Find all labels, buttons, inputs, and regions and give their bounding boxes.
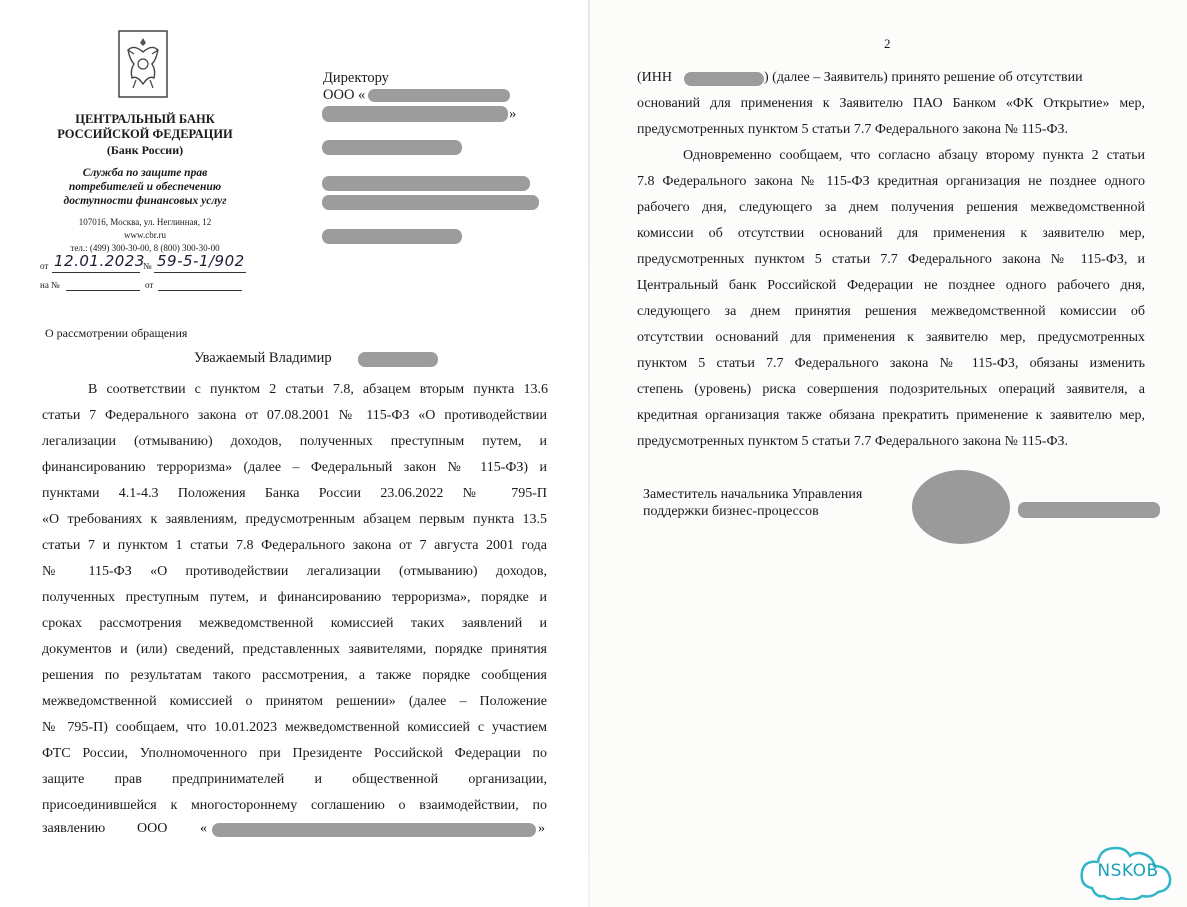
last-line-word-2: ООО	[137, 821, 168, 836]
bank-address: 107016, Москва, ул. Неглинная, 12	[78, 217, 212, 227]
last-line-close-quote: »	[538, 821, 545, 836]
bank-phones: тел.: (499) 300-30-00, 8 (800) 300-30-00	[70, 243, 220, 253]
redacted-signature	[912, 470, 1010, 544]
right-text-line: 7.8 Федерального закона № 115-ФЗ кредитная организация не позднее одного	[637, 174, 1145, 189]
left-text-line: пунктами 4.1-4.3 Положения Банка России 23.06.2022 № 795-П	[42, 486, 547, 501]
right-text-line: комиссии об отсутствии оснований для применения к заявителю мер,	[637, 226, 1145, 241]
addressee-closing-quote: »	[509, 106, 517, 122]
inn-prefix: (ИНН	[637, 70, 672, 85]
bank-name-line-1: ЦЕНТРАЛЬНЫЙ БАНК	[75, 112, 215, 126]
last-line-word-1: заявлению	[42, 821, 106, 836]
reply-date-underline	[158, 290, 242, 291]
left-text-line: «О требованиях к заявлениям, предусмотренным абзацем первым пункта 13.5	[42, 512, 547, 527]
redacted-address-3	[322, 229, 462, 244]
service-name	[40, 166, 250, 208]
page-number: 2	[884, 36, 891, 51]
signer-title	[643, 486, 862, 520]
bank-name-line-2: РОССИЙСКОЙ ФЕДЕРАЦИИ	[57, 126, 233, 141]
ref-date-underline	[52, 272, 140, 273]
reply-from: от	[145, 280, 154, 290]
bank-short-name: (Банк России)	[106, 143, 184, 157]
right-first-line-rest: ) (далее – Заявитель) принято решение об отсутствии	[764, 70, 1083, 85]
subject-line: О рассмотрении обращения	[45, 326, 188, 340]
left-text-line: документов и (или) сведений, представленных заявителями, порядке принятия	[42, 642, 547, 657]
left-text-line: ФТС России, Уполномоченного при Президенте Российской Федерации по	[42, 746, 547, 761]
left-text-line: финансированию терроризма» (далее – Федеральный закон № 115-ФЗ) и	[42, 460, 547, 475]
redacted-inn	[684, 72, 764, 86]
redacted-company-name	[368, 89, 510, 102]
right-text-line: Одновременно сообщаем, что согласно абзацу второму пункта 2 статьи	[683, 148, 1145, 163]
redacted-company-name-2	[322, 106, 508, 122]
left-text-line: межведомственной комиссией о принятом решении» (далее – Положение	[42, 694, 547, 709]
redacted-applicant-name	[212, 823, 536, 837]
redacted-address-1	[322, 176, 530, 191]
ref-no-prefix: №	[143, 261, 152, 271]
left-text-line: полученных преступным путем, и финансированию терроризма», порядке и	[42, 590, 547, 605]
signer-line-2: поддержки бизнес-процессов	[643, 504, 819, 519]
service-line-3: доступности финансовых услуг	[63, 195, 227, 207]
left-text-line: сроках рассмотрения межведомственной комиссией таких заявлений и	[42, 616, 547, 631]
ref-date: 12.01.2023	[54, 252, 145, 270]
left-text-line: статьи 7 и пунктом 1 статьи 7.8 Федерального закона от 7 августа 2001 года	[42, 538, 547, 553]
left-text-line: защите прав предпринимателей и общественной организации,	[42, 772, 547, 787]
addressee-company-prefix: ООО «	[323, 87, 366, 103]
left-text-line: статьи 7 Федерального закона от 07.08.2001 № 115-ФЗ «О противодействии	[42, 408, 547, 423]
right-text-line: предусмотренных пунктом 5 статьи 7.7 Федерального закона № 115-ФЗ.	[637, 122, 1069, 137]
ref-number: 59-5-1/902	[157, 252, 245, 270]
redacted-addressee-name	[322, 140, 462, 155]
ref-from-prefix: от	[40, 261, 49, 271]
right-text-line: Центральный банк Российской Федерации не позднее одного рабочего дня,	[637, 278, 1145, 293]
redacted-signer-name	[1018, 502, 1160, 518]
watermark-text: NSKOB	[1097, 861, 1159, 881]
left-text-line: решения по результатам такого рассмотрения, а также порядке сообщения	[42, 668, 547, 683]
signer-line-1: Заместитель начальника Управления	[643, 487, 863, 502]
left-text-line: № 115-ФЗ «О противодействии легализации (отмыванию) доходов,	[42, 564, 547, 579]
bank-name	[40, 112, 250, 141]
coat-of-arms-emblem	[118, 30, 168, 98]
last-line-open-quote: «	[200, 821, 207, 836]
right-text-line: предусмотренных пунктом 5 статьи 7.7 Федерального закона № 115-ФЗ.	[637, 434, 1069, 449]
reply-number-underline	[66, 290, 140, 291]
addressee-title: Директору	[323, 70, 389, 86]
ref-number-underline	[154, 272, 246, 273]
right-text-line: пунктом 5 статьи 7.7 Федерального закона № 115-ФЗ, обязаны изменить	[637, 356, 1145, 371]
right-text-line: следующего за днем принятия решения межведомственной комиссии об	[637, 304, 1145, 319]
left-text-line: № 795-П) сообщаем, что 10.01.2023 межведомственной комиссией с участием	[42, 720, 547, 735]
right-text-line: рабочего дня, следующего за днем получения решения межведомственной	[637, 200, 1145, 215]
right-text-line: оснований для применения к Заявителю ПАО Банком «ФК Открытие» мер,	[637, 96, 1145, 111]
right-text-line: кредитная организация также обязана прекратить применение к заявителю мер,	[637, 408, 1145, 423]
bank-website: www.cbr.ru	[124, 230, 166, 240]
left-text-line: В соответствии с пунктом 2 статьи 7.8, абзацем вторым пункта 13.6	[88, 382, 548, 397]
left-text-line: присоединившейся к многостороннему соглашению о взаимодействии, по	[42, 798, 547, 813]
redacted-address-2	[322, 195, 539, 210]
salutation: Уважаемый Владимир	[194, 350, 332, 366]
left-text-line: легализации (отмыванию) доходов, полученных преступным путем, и	[42, 434, 547, 449]
right-text-line: степень (уровень) риска совершения подозрительных операций заявителя, а	[637, 382, 1145, 397]
bank-address-block	[40, 216, 250, 255]
left-last-line	[42, 821, 105, 837]
service-line-2: потребителей и обеспечению	[68, 181, 222, 193]
right-text-line: предусмотренных пунктом 5 статьи 7.7 Федерального закона № 115-ФЗ, и	[637, 252, 1145, 267]
right-text-line: отсутствии оснований для применения к заявителю мер, предусмотренных	[637, 330, 1145, 345]
service-line-1: Служба по защите прав	[82, 167, 208, 179]
reply-prefix: на №	[40, 280, 60, 290]
redacted-patronymic	[358, 352, 438, 367]
